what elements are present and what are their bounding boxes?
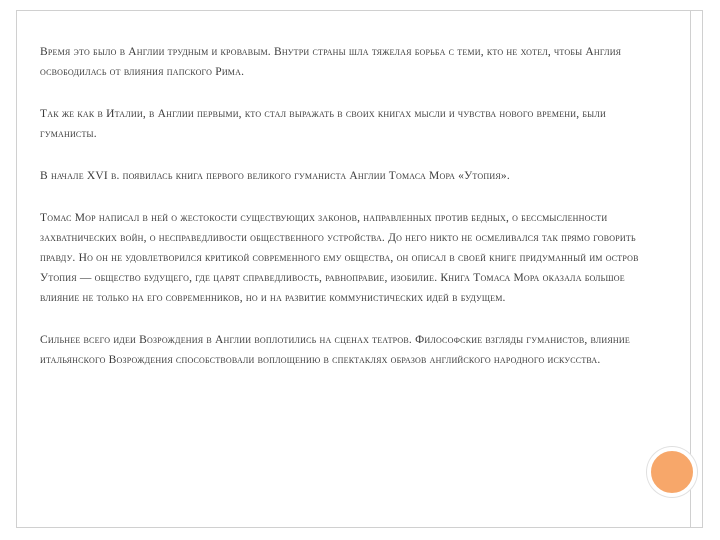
- paragraph-5: Сильнее всего идеи Возрождения в Англии воплотились на сценах театров. Философские взгляды гуманистов, влияние итальянского Возрождения способствовали воплощению в спектаклях образов английского народного искусства.: [40, 334, 630, 366]
- paragraph-3: В начале XVI в. появилась книга первого великого гуманиста Англии Томаса Мора «Утопия».: [40, 170, 510, 182]
- frame-right-bar: [690, 10, 704, 528]
- paragraph-4: Томас Мор написал в ней о жестокости существующих законов, направленных против бедных, о бессмысленности захватнических войн, о несправедливости общественного устройства. До него никто не осмеливался так прямо говорить правду. Но он не удовлетворился критикой современного ему общества, он описал в своей книге придуманный им остров Утопия — общество будущего, где царят справедливость, равноправие, изобилие. Книга Томаса Мора оказала большое влияние не только на его современников, но и на развитие коммунистических идей в будущем.: [40, 212, 639, 304]
- text-body: [40, 42, 640, 392]
- decorative-circle-icon: [647, 447, 697, 497]
- paragraph-1: Время это было в Англии трудным и кровавым. Внутри страны шла тяжелая борьба с теми, кто не хотел, чтобы Англия освободилась от влияния папского Рима.: [40, 46, 622, 78]
- paragraph-2: Так же как в Италии, в Англии первыми, кто стал выражать в своих книгах мысли и чувства нового времени, были гуманисты.: [40, 108, 606, 140]
